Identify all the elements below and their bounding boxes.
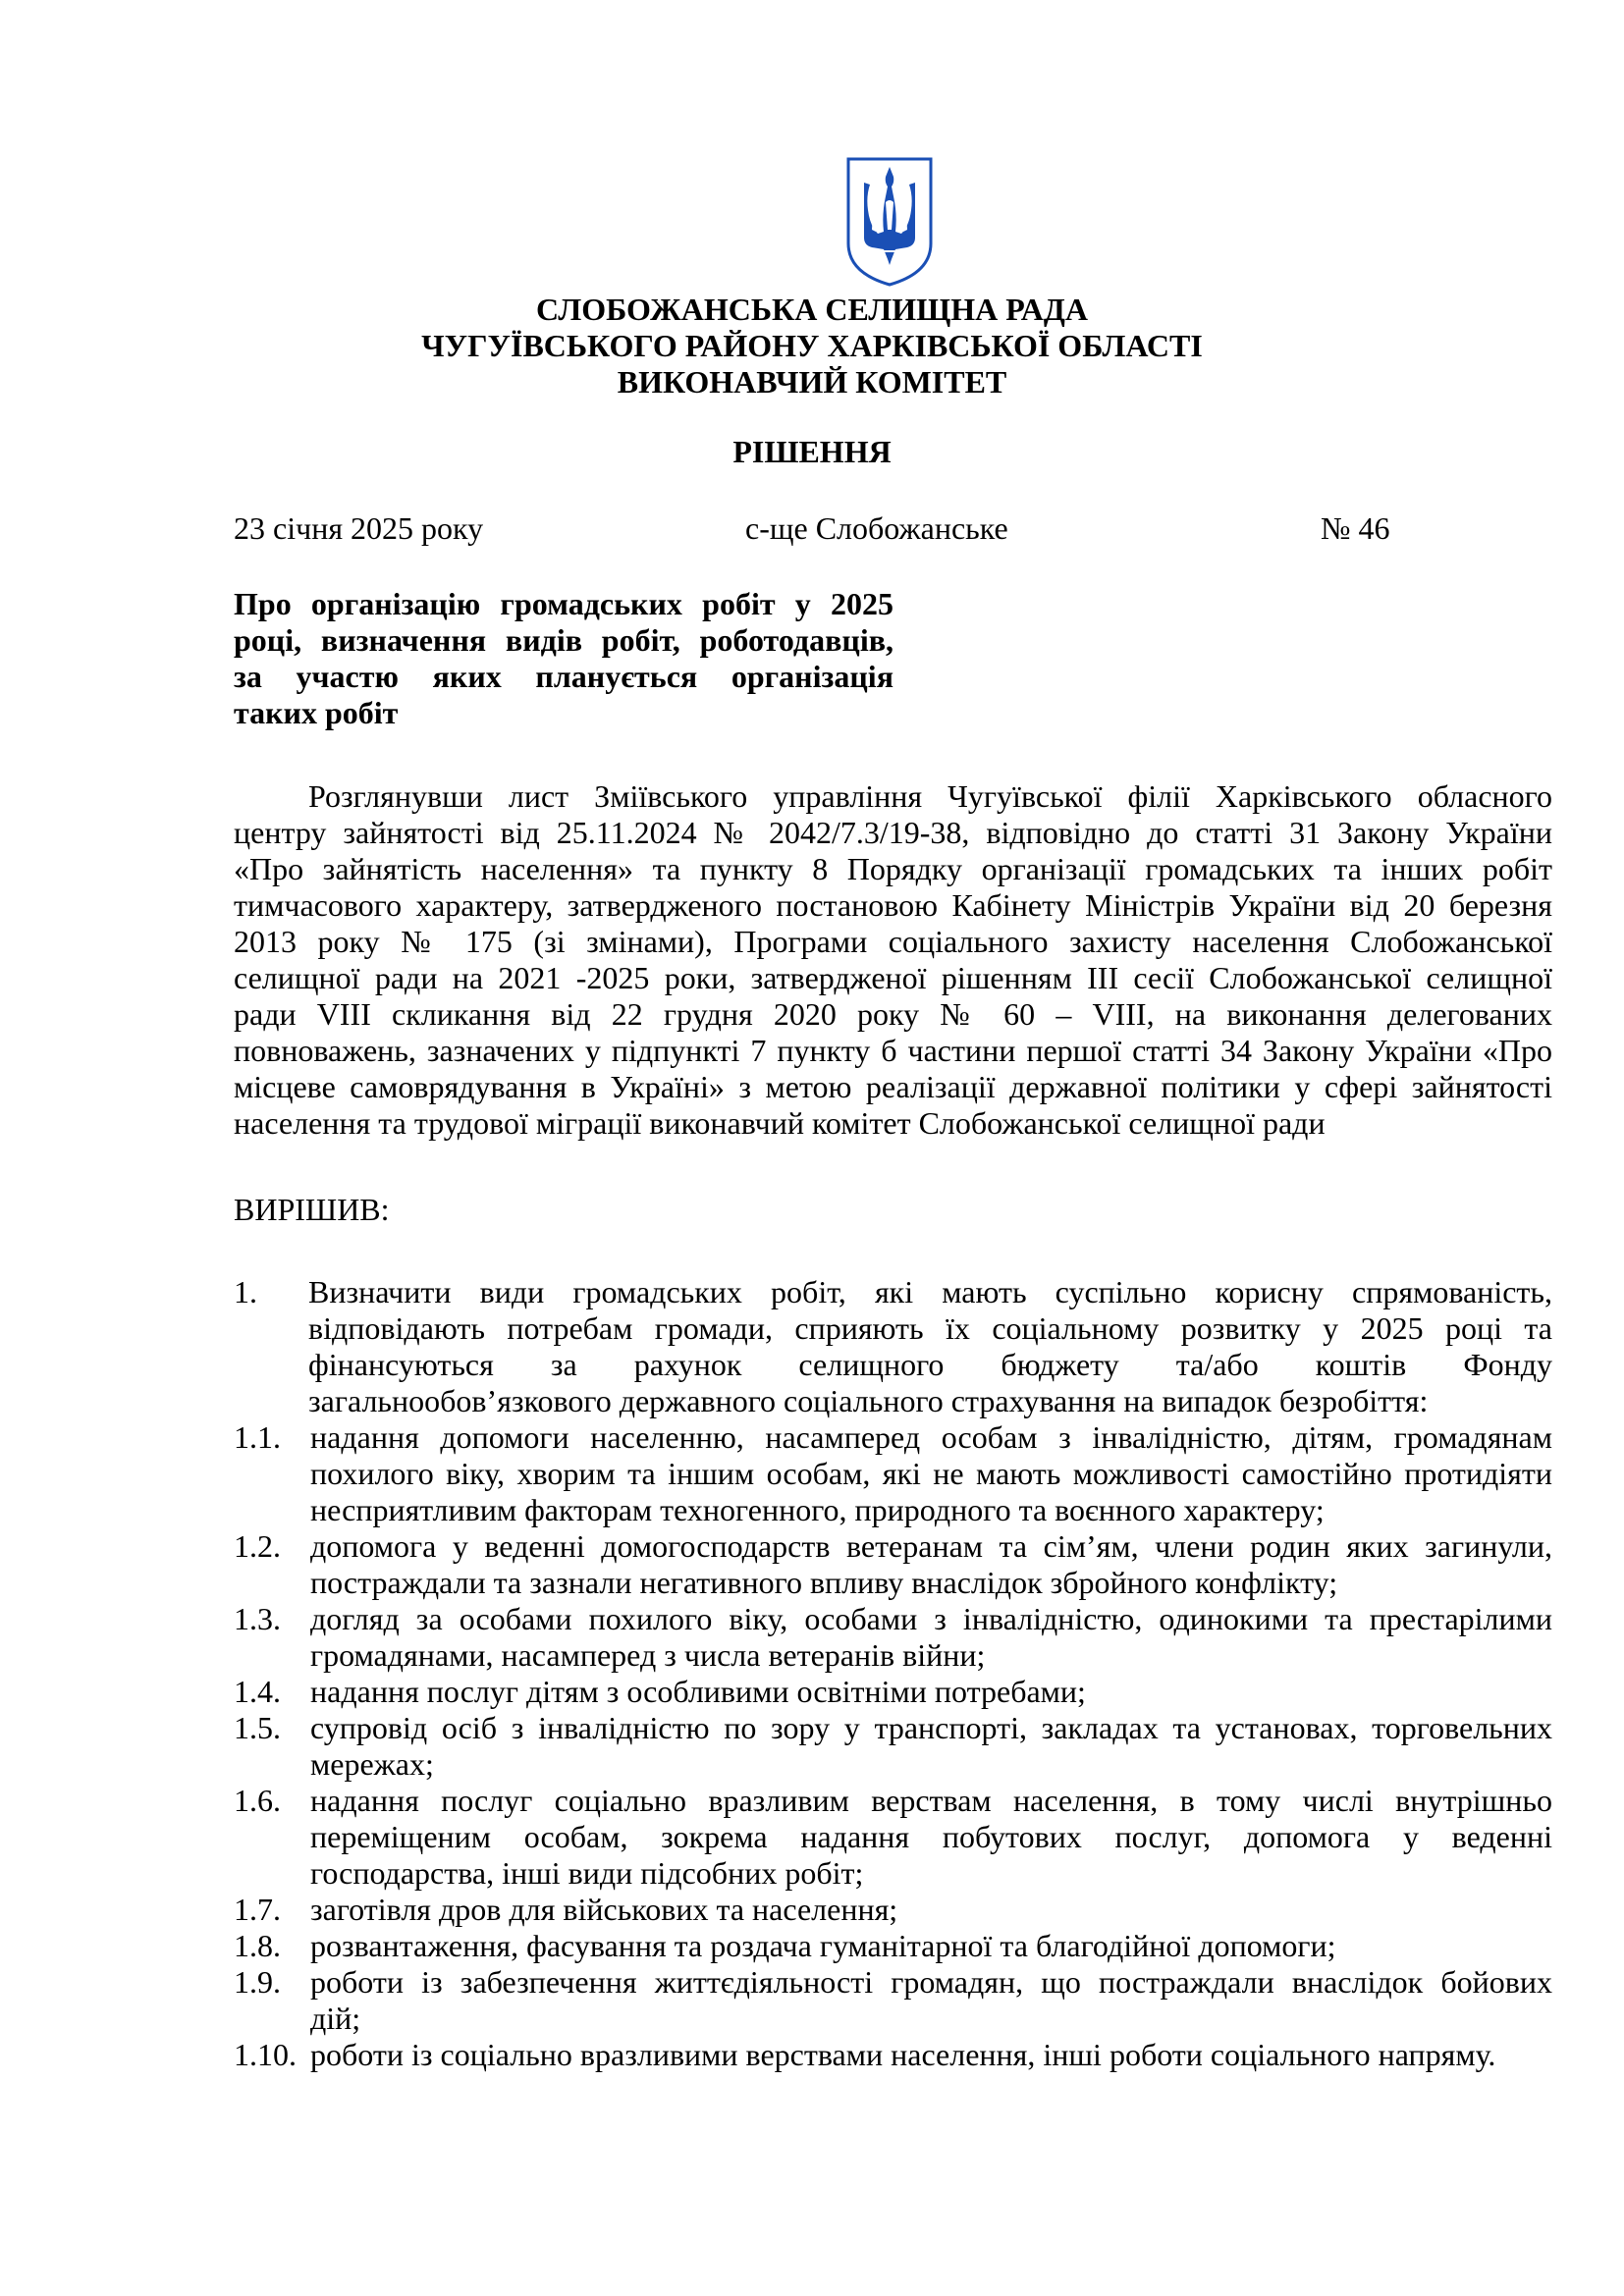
preamble-line: місцеве самоврядування в Україні» з метою реалізації державної політики у сфері зайнятості (234, 1069, 1552, 1104)
preamble-line: центру зайнятості від 25.11.2024 № 2042/7.3/19-38, відповідно до статті 31 Закону України (234, 815, 1552, 850)
resolution-item (234, 2037, 1552, 2073)
item-text (310, 1601, 1552, 1674)
item-number: 1.10. (234, 2037, 297, 2072)
item-text (310, 1964, 1552, 2037)
resolution-item (234, 1274, 1552, 1419)
item-text (308, 1274, 1552, 1419)
item-line: надання послуг дітям з особливими освітніми потребами; (310, 1674, 1086, 1709)
decision-meta (234, 510, 1392, 547)
item-number: 1.5. (234, 1710, 281, 1745)
resolution-item (234, 1710, 1552, 1783)
item-line: мережах; (310, 1746, 434, 1782)
item-text (310, 1419, 1552, 1528)
item-line: догляд за особами похилого віку, особами з інвалідністю, одинокими та престарілими (310, 1601, 1552, 1636)
item-text (310, 1674, 1552, 1710)
coat-of-arms-icon (842, 153, 937, 289)
item-line: господарства, інші види підсобних робіт; (310, 1855, 864, 1891)
header-line-1: СЛОБОЖАНСЬКА СЕЛИЩНА РАДА (536, 292, 1088, 327)
resolution-item (234, 1892, 1552, 1928)
subject-line: за участю яких планується організація (234, 659, 893, 694)
preamble-line: Розглянувши лист Зміївського управління Чугуївської філії Харківського обласного (308, 778, 1552, 814)
item-number: 1.6. (234, 1783, 281, 1818)
item-line: постраждали та зазнали негативного впливу внаслідок збройного конфлікту; (310, 1565, 1338, 1600)
item-text (310, 1928, 1552, 1964)
resolution-item (234, 1528, 1552, 1601)
item-line: надання допомоги населенню, насамперед особам з інвалідністю, дітям, громадянам (310, 1419, 1552, 1455)
resolved-heading: ВИРІШИВ: (234, 1192, 390, 1227)
item-line: відповідають потребам громади, сприяють їх соціальному розвитку у 2025 році та (308, 1310, 1552, 1346)
item-number: 1. (234, 1274, 257, 1309)
item-line: громадянами, насамперед з числа ветеранів війни; (310, 1637, 986, 1673)
item-text (310, 1892, 1552, 1928)
preamble-line: «Про зайнятість населення» та пункту 8 Порядку організації громадських та інших робіт (234, 851, 1552, 886)
preamble-line: повноважень, зазначених у підпункті 7 пункту б частини першої статті 34 Закону України «Про (234, 1033, 1552, 1068)
resolution-item (234, 1783, 1552, 1892)
preamble-paragraph (234, 778, 1552, 1142)
item-number: 1.1. (234, 1419, 281, 1455)
item-line: дій; (310, 2001, 361, 2036)
decision-subject (234, 586, 893, 731)
council-header (0, 292, 1624, 400)
decision-date: 23 січня 2025 року (234, 510, 484, 546)
item-text (310, 1783, 1552, 1892)
preamble-line: тимчасового характеру, затвердженого постановою Кабінету Міністрів України від 20 березня (234, 887, 1552, 923)
item-line: надання послуг соціально вразливим верствам населення, в тому числі внутрішньо (310, 1783, 1552, 1818)
resolution-items-list (234, 1274, 1552, 2073)
item-number: 1.4. (234, 1674, 281, 1709)
document-title: РІШЕННЯ (732, 434, 892, 469)
subject-line: році, визначення видів робіт, роботодавців, (234, 622, 893, 658)
item-text (310, 2037, 1552, 2073)
item-line: заготівля дров для військових та населення; (310, 1892, 898, 1927)
item-line: переміщеним особам, зокрема надання побутових послуг, допомога у веденні (310, 1819, 1552, 1854)
preamble-line: ради VIII скликання від 22 грудня 2020 року № 60 – VIII, на виконання делегованих (234, 996, 1552, 1032)
item-line: несприятливим факторам техногенного, природного та воєнного характеру; (310, 1492, 1325, 1527)
item-line: загальнообов’язкового державного соціального страхування на випадок безробіття: (308, 1383, 1429, 1418)
item-number: 1.3. (234, 1601, 281, 1636)
decision-number: № 46 (1321, 510, 1390, 546)
item-number: 1.7. (234, 1892, 281, 1927)
header-line-3: ВИКОНАВЧИЙ КОМІТЕТ (617, 364, 1007, 400)
resolution-item (234, 1674, 1552, 1710)
subject-line: таких робіт (234, 695, 399, 730)
item-line: похилого віку, хворим та іншим особам, які не мають можливості самостійно протидіяти (310, 1456, 1552, 1491)
preamble-line: селищної ради на 2021 -2025 роки, затвердженої рішенням ІІІ сесії Слобожанської селищної (234, 960, 1552, 995)
item-text (310, 1710, 1552, 1783)
resolution-item (234, 1419, 1552, 1528)
item-number: 1.8. (234, 1928, 281, 1963)
preamble-line: населення та трудової міграції виконавчий комітет Слобожанської селищної ради (234, 1105, 1326, 1141)
item-line: роботи із забезпечення життєдіяльності громадян, що постраждали внаслідок бойових (310, 1964, 1552, 2000)
item-line: Визначити види громадських робіт, які мають суспільно корисну спрямованість, (308, 1274, 1552, 1309)
decision-place: с-ще Слобожанське (745, 510, 1008, 546)
resolution-item (234, 1601, 1552, 1674)
item-line: розвантаження, фасування та роздача гуманітарної та благодійної допомоги; (310, 1928, 1336, 1963)
item-line: супровід осіб з інвалідністю по зору у транспорті, закладах та установах, торговельних (310, 1710, 1552, 1745)
item-line: фінансуються за рахунок селищного бюджету та/або коштів Фонду (308, 1347, 1552, 1382)
preamble-line: 2013 року № 175 (зі змінами), Програми соціального захисту населення Слобожанської (234, 924, 1552, 959)
item-text (310, 1528, 1552, 1601)
item-line: роботи із соціально вразливими верствами населення, інші роботи соціального напряму. (310, 2037, 1496, 2072)
item-number: 1.2. (234, 1528, 281, 1564)
header-line-2: ЧУГУЇВСЬКОГО РАЙОНУ ХАРКІВСЬКОЇ ОБЛАСТІ (421, 328, 1203, 363)
resolution-item (234, 1928, 1552, 1964)
item-line: допомога у веденні домогосподарств ветеранам та сім’ям, члени родин яких загинули, (310, 1528, 1552, 1564)
resolution-item (234, 1964, 1552, 2037)
subject-line: Про організацію громадських робіт у 2025 (234, 586, 893, 621)
item-number: 1.9. (234, 1964, 281, 2000)
